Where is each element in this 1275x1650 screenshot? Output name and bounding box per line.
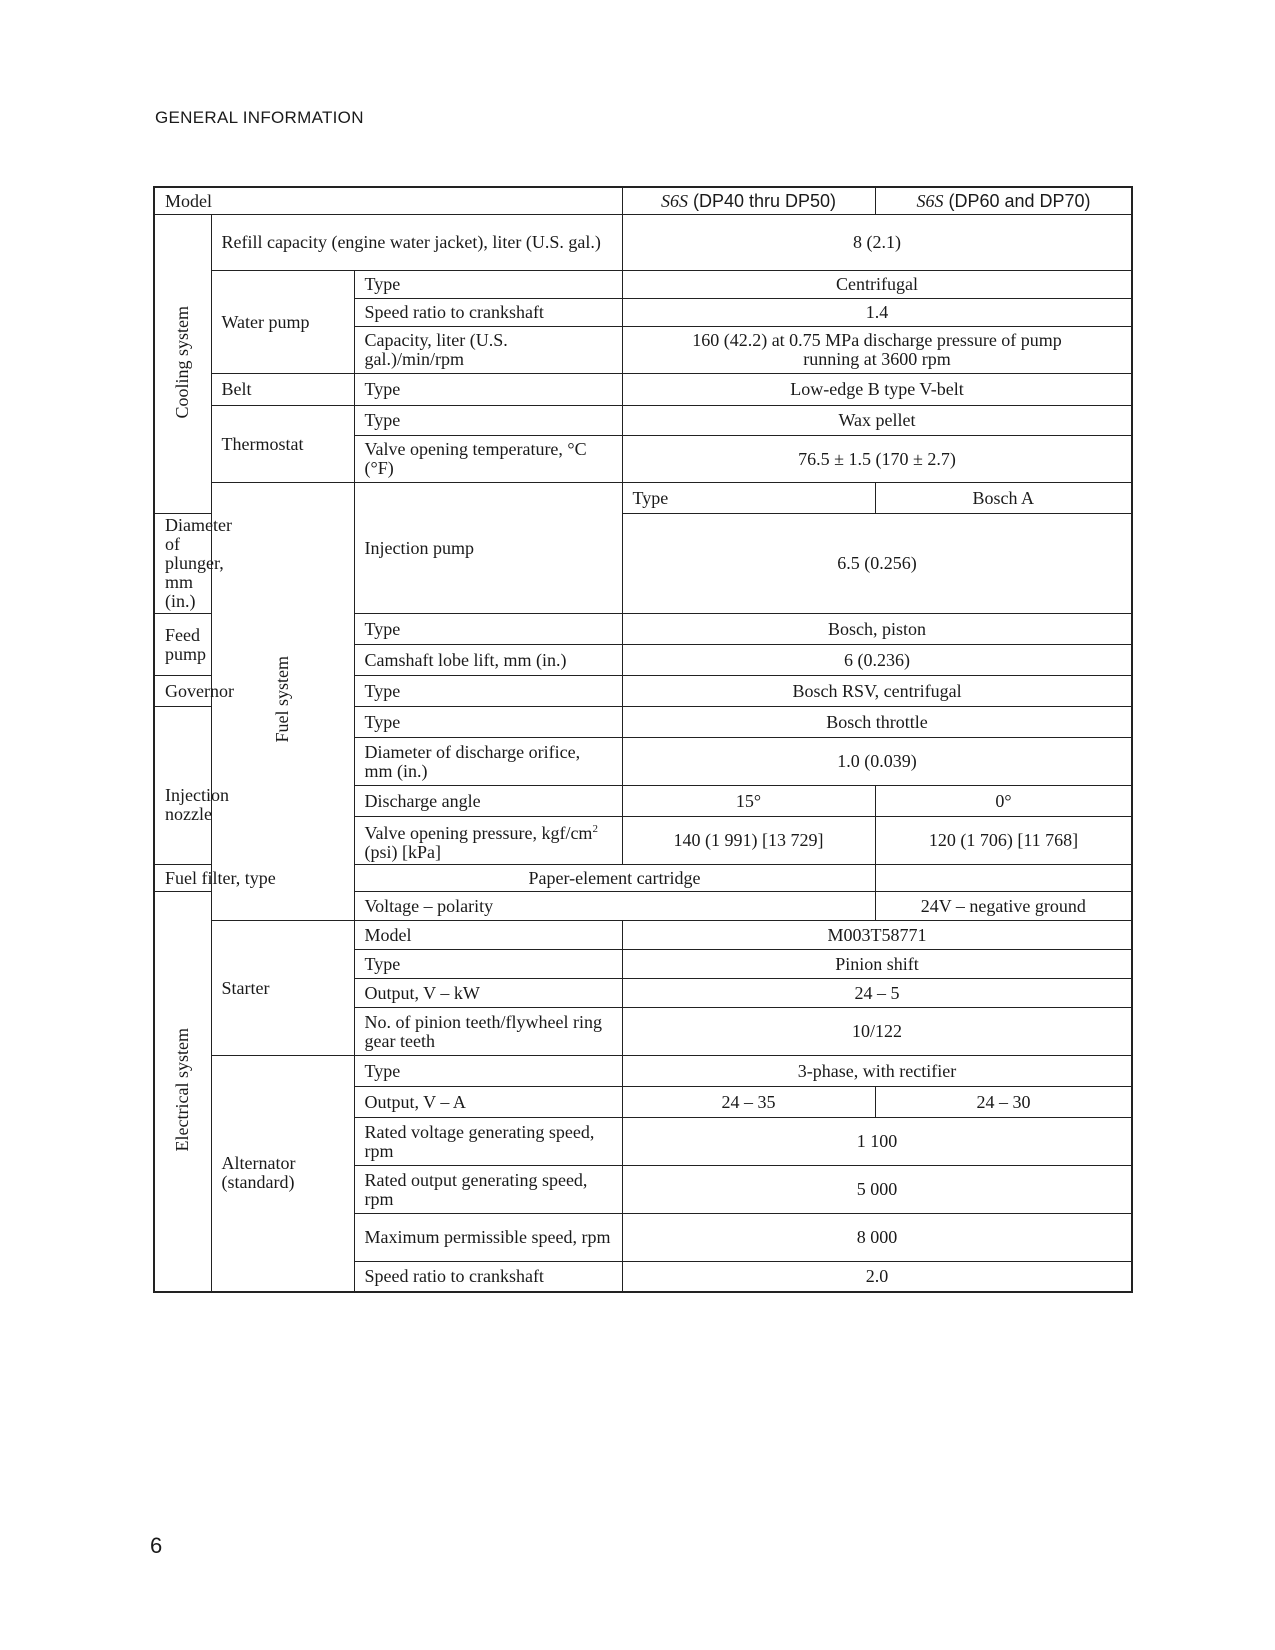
gov-type-value: Bosch RSV, centrifugal xyxy=(622,676,1132,707)
nz-type-value: Bosch throttle xyxy=(622,707,1132,738)
st-teeth-value: 10/122 xyxy=(622,1008,1132,1056)
alt-ros-value: 5 000 xyxy=(622,1166,1132,1214)
model-prefix: S6S xyxy=(660,190,688,211)
nz-angle-label: Discharge angle xyxy=(354,786,622,817)
nz-type-label: Type xyxy=(354,707,622,738)
model-label: Model xyxy=(154,187,622,215)
th-type-value: Wax pellet xyxy=(622,406,1132,436)
voltage-label: Voltage – polarity xyxy=(354,892,875,921)
refill-value: 8 (2.1) xyxy=(622,215,1132,271)
alt-ros-label: Rated output generating speed, rpm xyxy=(354,1166,622,1214)
model-col2-suffix: (DP60 and DP70) xyxy=(943,190,1091,211)
belt-label: Belt xyxy=(211,374,354,406)
th-type-label: Type xyxy=(354,406,622,436)
alt-type-value: 3-phase, with rectifier xyxy=(622,1056,1132,1087)
model-column-1 xyxy=(622,187,875,215)
gov-type-label: Type xyxy=(354,676,622,707)
model-col1-suffix: (DP40 thru DP50) xyxy=(687,190,837,211)
belt-type-value: Low-edge B type V-belt xyxy=(622,374,1132,406)
table-row xyxy=(154,187,1132,215)
ip-plunger-value: 6.5 (0.256) xyxy=(622,514,1132,614)
alt-rvs-value: 1 100 xyxy=(622,1118,1132,1166)
refill-label: Refill capacity (engine water jacket), liter (U.S. gal.) xyxy=(211,215,622,271)
model-column-2 xyxy=(875,187,1132,215)
nz-angle-value-1: 15° xyxy=(622,786,875,817)
wp-ratio-label: Speed ratio to crankshaft xyxy=(354,299,622,327)
alt-ratio-label: Speed ratio to crankshaft xyxy=(354,1262,622,1292)
section-title: GENERAL INFORMATION xyxy=(155,108,364,127)
alt-output-value-1: 24 – 35 xyxy=(622,1087,875,1118)
table-row xyxy=(154,271,1132,299)
nz-pressure-label: Valve opening pressure, kgf/$cm^2$ (psi) [kPa] xyxy=(354,817,622,865)
alt-type-label: Type xyxy=(354,1056,622,1087)
model-prefix: S6S xyxy=(916,190,944,211)
alt-max-value: 8 000 xyxy=(622,1214,1132,1262)
fp-type-label: Type xyxy=(354,614,622,645)
st-output-label: Output, V – kW xyxy=(354,979,622,1008)
electrical-system-label: Electrical system xyxy=(154,892,211,1292)
table-row xyxy=(154,865,1132,892)
st-teeth-label: No. of pinion teeth/flywheel ring gear teeth xyxy=(354,1008,622,1056)
fuel-filter-label: Fuel filter, type xyxy=(154,865,354,892)
starter-label: Starter xyxy=(211,921,354,1056)
wp-capacity-label: Capacity, liter (U.S. gal.)/min/rpm xyxy=(354,327,622,374)
table-row xyxy=(154,483,1132,514)
nz-angle-value-2: 0° xyxy=(875,786,1132,817)
fuel-filter-value: Paper-element cartridge xyxy=(354,865,875,892)
injection-nozzle-label: Injection nozzle xyxy=(154,707,211,865)
table-row xyxy=(154,921,1132,950)
alt-output-label: Output, V – A xyxy=(354,1087,622,1118)
th-temp-label: Valve opening temperature, °C (°F) xyxy=(354,436,622,483)
wp-type-label: Type xyxy=(354,271,622,299)
table-row xyxy=(154,406,1132,436)
voltage-value: 24V – negative ground xyxy=(875,892,1132,921)
alt-max-label: Maximum permissible speed, rpm xyxy=(354,1214,622,1262)
water-pump-label: Water pump xyxy=(211,271,354,374)
alt-output-value-2: 24 – 30 xyxy=(875,1087,1132,1118)
feed-pump-label: Feed pump xyxy=(154,614,211,676)
fp-lift-value: 6 (0.236) xyxy=(622,645,1132,676)
st-output-value: 24 – 5 xyxy=(622,979,1132,1008)
st-type-label: Type xyxy=(354,950,622,979)
cooling-system-label: Cooling system xyxy=(154,215,211,514)
injection-pump-label: Injection pump xyxy=(354,483,622,614)
wp-capacity-value: 160 (42.2) at 0.75 MPa discharge pressure of pump running at 3600 rpm xyxy=(622,327,1132,374)
nz-orifice-label: Diameter of discharge orifice, mm (in.) xyxy=(354,738,622,786)
page-number: 6 xyxy=(150,1533,163,1558)
st-type-value: Pinion shift xyxy=(622,950,1132,979)
ip-type-label: Type xyxy=(622,483,875,514)
fp-type-value: Bosch, piston xyxy=(622,614,1132,645)
specifications-table xyxy=(153,186,1133,1293)
table-row xyxy=(154,1056,1132,1087)
nz-pressure-value-2: 120 (1 706) [11 768] xyxy=(875,817,1132,865)
st-model-label: Model xyxy=(354,921,622,950)
belt-type-label: Type xyxy=(354,374,622,406)
table-row xyxy=(154,215,1132,271)
alt-ratio-value: 2.0 xyxy=(622,1262,1132,1292)
nz-pressure-value-1: 140 (1 991) [13 729] xyxy=(622,817,875,865)
ip-plunger-label: Diameter of plunger, mm (in.) xyxy=(154,514,211,614)
st-model-value: M003T58771 xyxy=(622,921,1132,950)
governor-label: Governor xyxy=(154,676,211,707)
th-temp-value: 76.5 ± 1.5 (170 ± 2.7) xyxy=(622,436,1132,483)
thermostat-label: Thermostat xyxy=(211,406,354,483)
ip-type-value: Bosch A xyxy=(875,483,1132,514)
table-row xyxy=(154,374,1132,406)
nz-orifice-value: 1.0 (0.039) xyxy=(622,738,1132,786)
fuel-system-label: Fuel system xyxy=(211,483,354,921)
wp-ratio-value: 1.4 xyxy=(622,299,1132,327)
alt-rvs-label: Rated voltage generating speed, rpm xyxy=(354,1118,622,1166)
wp-type-value: Centrifugal xyxy=(622,271,1132,299)
alternator-label: Alternator (standard) xyxy=(211,1056,354,1292)
fp-lift-label: Camshaft lobe lift, mm (in.) xyxy=(354,645,622,676)
